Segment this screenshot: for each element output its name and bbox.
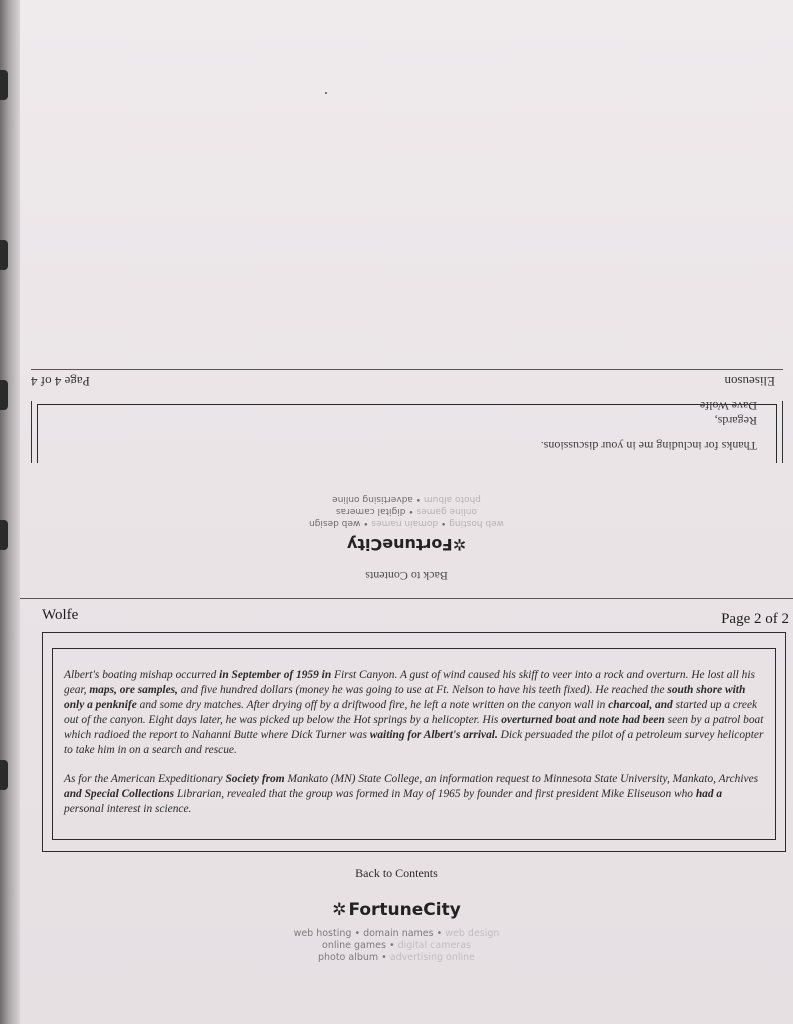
bleed-header-left: Eliseuson [724,374,775,389]
punch-hole [0,520,8,550]
service-link[interactable]: web hosting [293,928,352,939]
bleed-thanks: Thanks for including me in your discussions. [540,439,757,453]
text-run: overturned boat and note had been [501,714,665,726]
service-link[interactable]: advertising online [389,952,476,963]
service-link[interactable]: web design [445,928,500,939]
text-run: started up a creek out of the canyon. Eight days later, he was picked up below the Hot springs by a helicopter. His [64,699,758,726]
text-run: in September of 1959 in [219,669,332,681]
text-run: and some dry matches. After drying off by a driftwood fire, he left a note written on the canyon wall in [136,699,609,711]
fortunecity-star-icon: ✲ [332,900,347,920]
page-header-author: Wolfe [42,607,79,623]
text-run: waiting for Albert's arrival. [369,729,498,741]
bleed-services-row: photo album • advertising online [332,494,481,504]
text-run: First Canyon. A gust of wind caused his skiff to veer into a rock and overturn. He lost all his gear, [64,669,755,696]
text-run: personal interest in science. [64,803,192,815]
services-row: online games • digital cameras [322,940,471,951]
bleed-services-row: web hosting • domain names • web design [309,518,504,528]
bleed-header-rule [31,369,783,370]
header-rule [20,598,793,605]
article-body [64,668,764,831]
text-run: Dick persuaded the pilot of a petroleum survey helicopter to take him in on a search and rescue. [64,729,764,756]
article-paragraph-1 [64,668,764,758]
bleed-back-link: Back to Contents [365,569,448,583]
fortunecity-services [0,928,793,964]
paper-speck [325,92,327,94]
services-row: photo album • advertising online [317,952,476,963]
bleed-footer [20,493,793,583]
services-row: web hosting • domain names • web design [293,928,500,939]
text-run: Librarian, revealed that the group was formed in May of 1965 by founder and first president Mike Eliseuson who [174,788,696,800]
bleed-regards: Regards, [714,414,757,428]
text-run: south shore with only a penknife [64,684,746,711]
bleed-fortunecity-logo: ✲FortuneCity [346,535,467,554]
punch-hole [0,380,8,410]
fortunecity-logo[interactable] [0,900,793,920]
text-run: had a [695,788,723,800]
text-run: seen by a patrol boat which radioed the report to Nahanni Butte where Dick Turner was [64,714,764,741]
punch-hole [0,70,8,100]
text-run: Society from [225,773,285,785]
punch-hole [0,240,8,270]
service-link[interactable]: domain names [363,928,434,939]
page-number: Page 2 of 2 [721,611,789,627]
bleed-header-right: Page 4 of 4 [31,374,90,389]
punch-hole [0,760,8,790]
fortunecity-logo-text: FortuneCity [348,900,461,920]
text-run: and Special Collections [64,788,175,800]
bleed-signature: Dave Wolfe [699,399,757,413]
back-to-contents-link[interactable]: Back to Contents [355,866,438,880]
text-run: Mankato (MN) State College, an information request to Minnesota State University, Mankato, Archives [284,773,759,785]
text-run: maps, ore samples, [89,684,178,696]
article-paragraph-2 [64,772,764,817]
bleed-letter-text [541,398,757,453]
service-link[interactable]: online games [322,940,386,951]
service-link[interactable]: photo album [317,952,379,963]
text-run: As for the American Expeditionary [64,773,226,785]
text-run: and five hundred dollars (money he was going to use at Ft. Nelson to have his teeth fixed). He reached the [177,684,668,696]
text-run: Albert's boating mishap occurred [64,669,220,681]
text-run: charcoal, and [608,699,673,711]
bleed-services-row: online games • digital cameras [335,506,478,516]
bleed-through-region [20,340,793,595]
service-link[interactable]: digital cameras [397,940,471,951]
bleed-services [20,493,793,529]
